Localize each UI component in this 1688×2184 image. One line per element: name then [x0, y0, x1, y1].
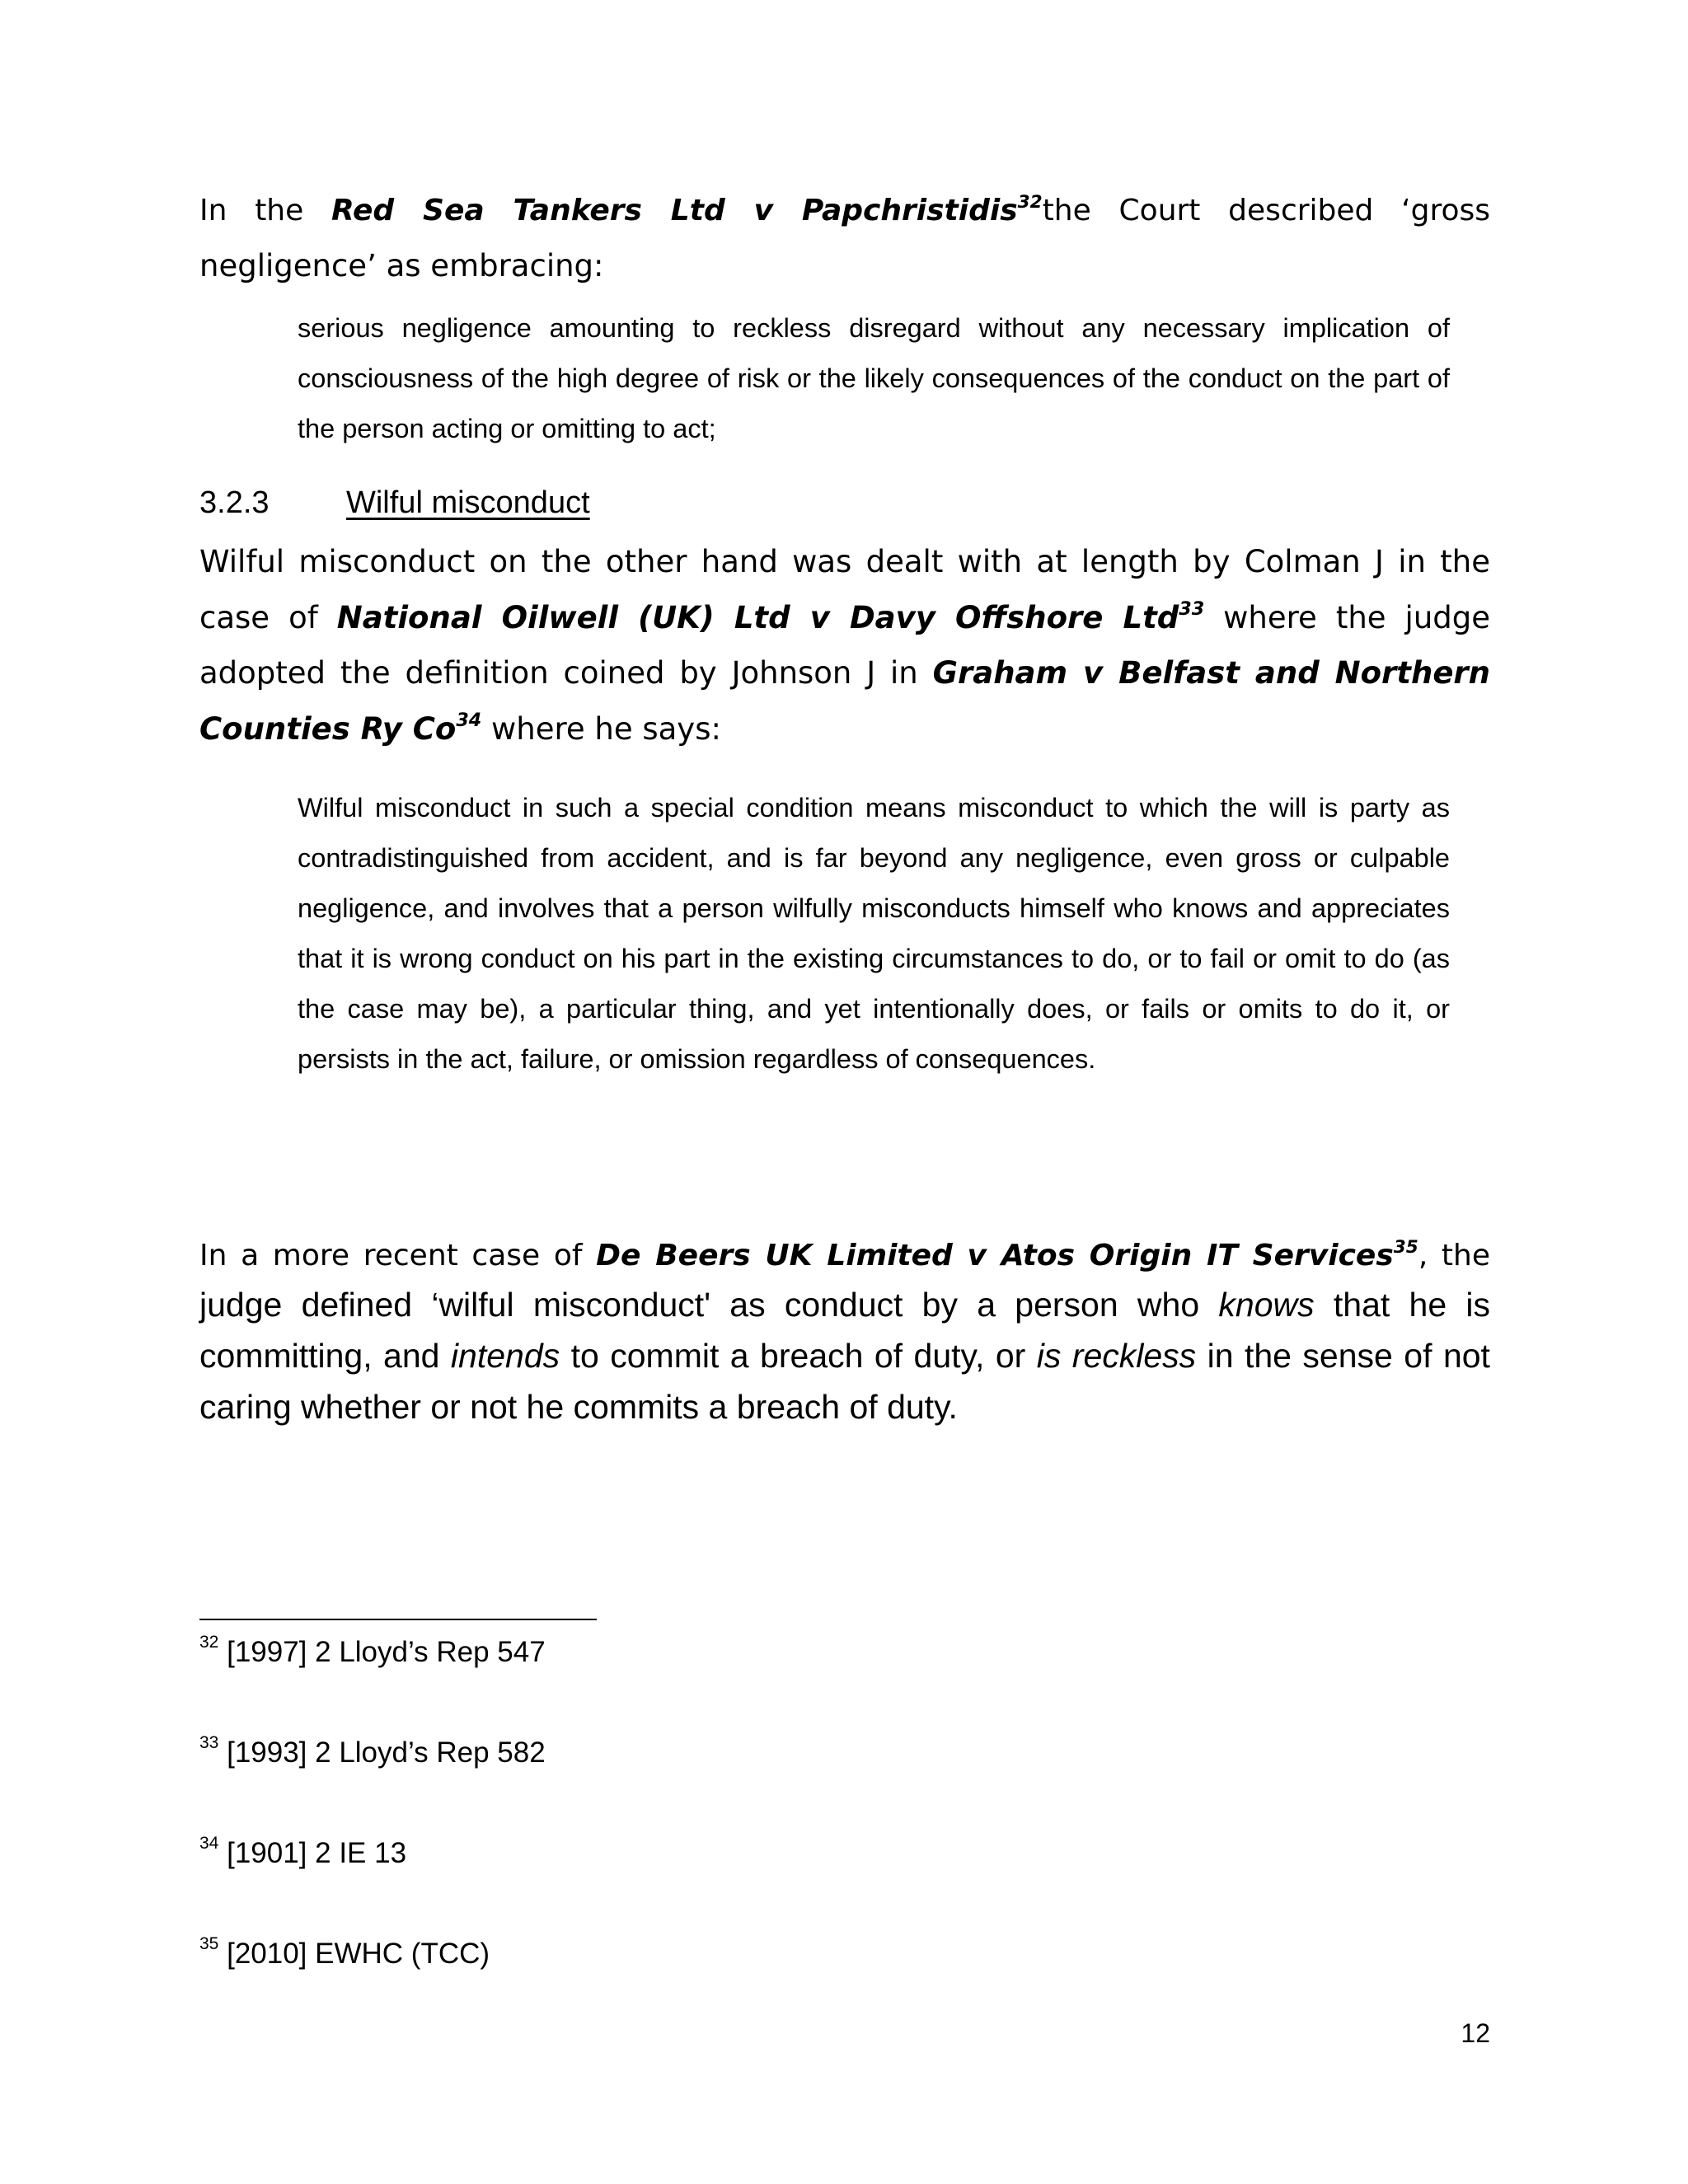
para3-text-1: In a more recent case of: [199, 1239, 583, 1272]
footnote-text: [1901] 2 IE 13: [227, 1837, 407, 1869]
footnote-ref-33: 33: [1179, 598, 1205, 621]
footnote-number: 34: [199, 1834, 219, 1854]
emphasis-intends: intends: [450, 1337, 560, 1375]
para2-text-3: where he says:: [490, 710, 721, 747]
footnote-number: 35: [199, 1934, 219, 1954]
section-title: Wilful misconduct: [346, 485, 590, 520]
case-name-red-sea-tankers: Red Sea Tankers Ltd v Papchristidis: [331, 194, 1018, 227]
intro-mid-text: the Court described ‘gross: [1042, 194, 1490, 227]
para3-text-4: that he is committing, and: [199, 1286, 1490, 1375]
footnote-text: [1993] 2 Lloyd’s Rep 582: [227, 1736, 546, 1769]
block-quote-gross-negligence: serious negligence amounting to reckless disregard without any necessary implication of consciousness of the high degree of risk or the likely consequences of the conduct on the part of the person acting or omitting to act;: [298, 313, 1450, 443]
footnote-32: [199, 1633, 546, 1669]
emphasis-is-reckless: is reckless: [1036, 1337, 1197, 1375]
para3-first-line: [199, 1231, 1490, 1281]
para2-text-2: where the judge adopted the definition coined by Johnson J in: [199, 599, 1491, 691]
footnote-ref-34: 34: [456, 710, 482, 732]
footnote-34: [199, 1834, 407, 1870]
section-heading: [199, 478, 590, 527]
emphasis-knows: knows: [1218, 1286, 1315, 1324]
para3-text-2: , the: [1418, 1239, 1490, 1272]
intro-lead-text: In the: [199, 194, 304, 227]
page-number: 12: [1461, 2018, 1490, 2048]
section-number: 3.2.3: [199, 485, 270, 520]
para3-text-5: to commit a breach of duty, or: [570, 1337, 1026, 1375]
para2-text-1: Wilful misconduct on the other hand was dealt with at length by Colman J in the case of: [199, 544, 1490, 635]
footnote-text: [1997] 2 Lloyd’s Rep 547: [227, 1636, 546, 1668]
footnote-number: 33: [199, 1733, 219, 1753]
footnote-separator: [199, 1619, 597, 1620]
case-name-graham-v-belfast: Graham v Belfast and Northern Counties Ry Co: [199, 655, 1491, 747]
de-beers-paragraph: [199, 1231, 1490, 1434]
wilful-misconduct-paragraph: [199, 534, 1490, 757]
intro-tail-text: negligence’ as embracing:: [199, 248, 604, 284]
para3-text-3: judge defined ‘wilful misconduct' as conduct by a person who: [199, 1286, 1200, 1324]
intro-paragraph: [199, 183, 1490, 293]
footnote-33: [199, 1733, 546, 1769]
footnote-35: [199, 1934, 490, 1971]
footnote-text: [2010] EWHC (TCC): [227, 1938, 490, 1970]
footnote-number: 32: [199, 1633, 219, 1652]
block-quote-wilful-misconduct: Wilful misconduct in such a special condition means misconduct to which the will is party as contradistinguished from accident, and is far beyond any negligence, even gross or culpable negligence, and involves that a person wilfully misconducts himself who knows and appreciates that it is wrong conduct on his part in the existing circumstances to do, or to fail or omit to do (as the case may be), a particular thing, and yet intentionally does, or fails or omits to do it, or persists in the act, failure, or omission regardless of consequences.: [298, 793, 1450, 1074]
footnote-ref-35: 35: [1393, 1237, 1418, 1258]
case-name-national-oilwell: National Oilwell (UK) Ltd v Davy Offshore Ltd: [336, 599, 1179, 635]
para3-body: [199, 1286, 1490, 1426]
para3-text-6: in the sense of not caring whether or not he commits a breach of duty.: [199, 1337, 1490, 1426]
footnote-ref-32: 32: [1017, 192, 1043, 213]
intro-first-line: [199, 183, 1490, 238]
case-name-de-beers: De Beers UK Limited v Atos Origin IT Services: [596, 1239, 1394, 1272]
